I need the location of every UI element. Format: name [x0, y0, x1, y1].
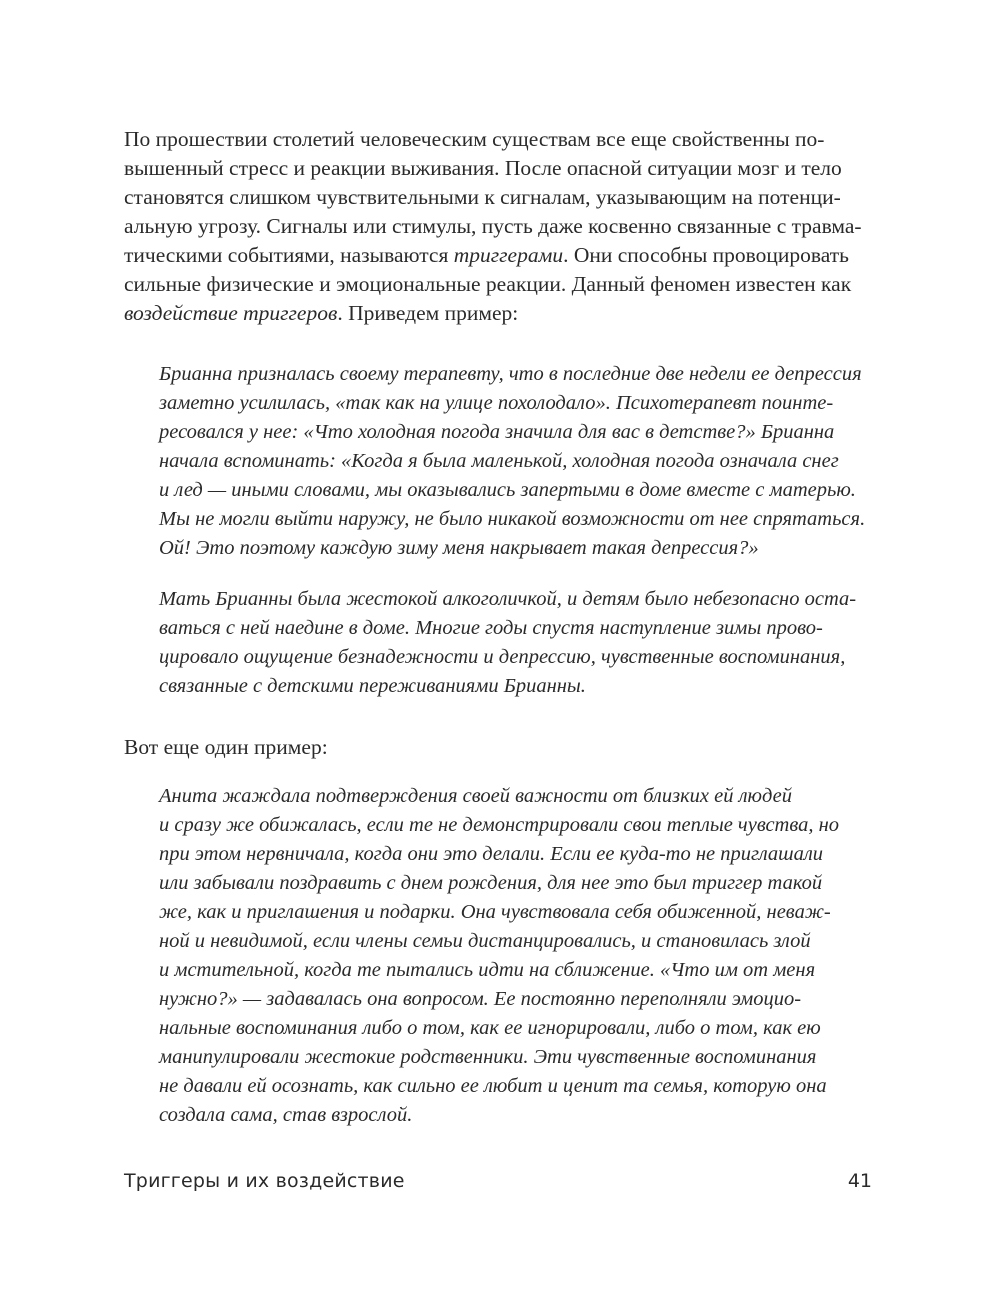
page-footer: [124, 1170, 876, 1200]
text-line: вышенный стресс и реакции выживания. После опасной ситуации мозг и тело: [124, 156, 842, 180]
quote-line: при этом нервничала, когда они это делали. Если ее куда-то не приглашали: [159, 843, 824, 865]
text-line: [124, 241, 876, 270]
quote-line: Анита жаждала подтверждения своей важности от близких ей людей: [159, 785, 792, 807]
quote-line: Брианна призналась своему терапевту, что в последние две недели ее депрессия: [159, 363, 862, 385]
text-run: тическими событиями, называются: [124, 243, 454, 267]
quote-line: Мы не могли выйти наружу, не было никакой возможности от нее спрятаться.: [159, 508, 866, 530]
quote-line: же, как и приглашения и подарки. Она чувствовала себя обиженной, неваж-: [159, 901, 831, 923]
quote-line: Ой! Это поэтому каждую зиму меня накрывает такая депрессия?»: [159, 537, 759, 559]
text-line: становятся слишком чувствительными к сигналам, указывающим на потенци-: [124, 185, 841, 209]
quote-line: ресовался у нее: «Что холодная погода значила для вас в детстве?» Брианна: [159, 421, 835, 443]
text-line: Вот еще один пример:: [124, 735, 328, 759]
body-paragraph-intro: [124, 125, 876, 328]
example-quote-anita: [159, 782, 875, 1130]
text-run: . Приведем пример:: [337, 301, 519, 325]
page-number: 41: [847, 1170, 872, 1192]
quote-line: заметно усилилась, «так как на улице похолодало». Психотерапевт поинте-: [159, 392, 834, 414]
quote-line: нальные воспоминания либо о том, как ее игнорировали, либо о том, как ею: [159, 1017, 821, 1039]
quote-line: Мать Брианны была жестокой алкоголичкой, и детям было небезопасно оста-: [159, 588, 857, 610]
quote-line: начала вспоминать: «Когда я была маленькой, холодная погода означала снег: [159, 450, 839, 472]
quote-line: или забывали поздравить с днем рождения, для нее это был триггер такой: [159, 872, 823, 894]
example-quote-brianna: [159, 360, 875, 563]
quote-line: и мстительной, когда те пытались идти на сближение. «Что им от меня: [159, 959, 816, 981]
text-line: сильные физические и эмоциональные реакции. Данный феномен известен как: [124, 272, 852, 296]
quote-line: нужно?» — задавалась она вопросом. Ее постоянно переполняли эмоцио-: [159, 988, 802, 1010]
quote-line: связанные с детскими переживаниями Брианны.: [159, 675, 586, 697]
quote-line: и сразу же обижалась, если те не демонстрировали свои теплые чувства, но: [159, 814, 840, 836]
term-trigger-effect: воздействие триггеров: [124, 301, 338, 325]
quote-line: манипулировали жестокие родственники. Эти чувственные воспоминания: [159, 1046, 817, 1068]
quote-line: не давали ей осознать, как сильно ее любит и ценит та семья, которую она: [159, 1075, 827, 1097]
quote-line: цировало ощущение безнадежности и депрессию, чувственные воспоминания,: [159, 646, 846, 668]
text-line: По прошествии столетий человеческим существам все еще свойственны по-: [124, 127, 825, 151]
quote-line: и лед — иными словами, мы оказывались запертыми в доме вместе с матерью.: [159, 479, 856, 501]
body-paragraph-another-example: [124, 733, 876, 762]
quote-line: ваться с ней наедине в доме. Многие годы спустя наступление зимы прово-: [159, 617, 823, 639]
text-line: [124, 299, 876, 328]
running-chapter-title: Триггеры и их воздействие: [124, 1170, 405, 1192]
example-quote-brianna-explanation: [159, 585, 875, 701]
term-triggers: триггерами: [453, 243, 564, 267]
text-line: альную угрозу. Сигналы или стимулы, пусть даже косвенно связанные с травма-: [124, 214, 862, 238]
text-run: . Они способны провоцировать: [563, 243, 849, 267]
quote-line: создала сама, став взрослой.: [159, 1104, 413, 1126]
quote-line: ной и невидимой, если члены семьи дистанцировались, и становилась злой: [159, 930, 811, 952]
